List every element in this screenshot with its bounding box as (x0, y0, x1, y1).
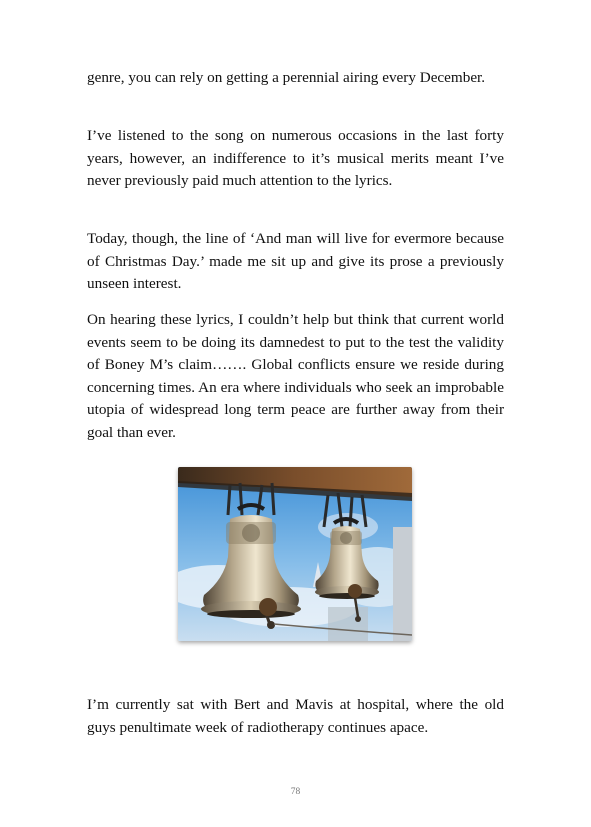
page-number: 78 (290, 787, 301, 797)
paragraph-3: Today, though, the line of ‘And man will live for evermore because of Christmas Day.’ made me sit up and give its prose a previously unseen interest. (87, 230, 504, 292)
paragraph-2: I’ve listened to the song on numerous occasions in the last forty years, however, an indifference to it’s musical merits meant I’ve never previously paid much attention to the lyrics. (87, 127, 504, 189)
paragraph-5: I’m currently sat with Bert and Mavis at hospital, where the old guys penultimate week of radiotherapy continues apace. (87, 696, 504, 736)
bells-photo (178, 467, 412, 641)
paragraph-1: genre, you can rely on getting a perennial airing every December. (87, 69, 486, 86)
paragraph-4: On hearing these lyrics, I couldn’t help but think that current world events seem to be doing its damnedest to put to the test the validity of Boney M’s claim……. Global conflicts ensure we reside during concerning times. An era where individuals who seek an improbable utopia of widespread long term peace are further away from their goal than ever. (87, 311, 504, 441)
